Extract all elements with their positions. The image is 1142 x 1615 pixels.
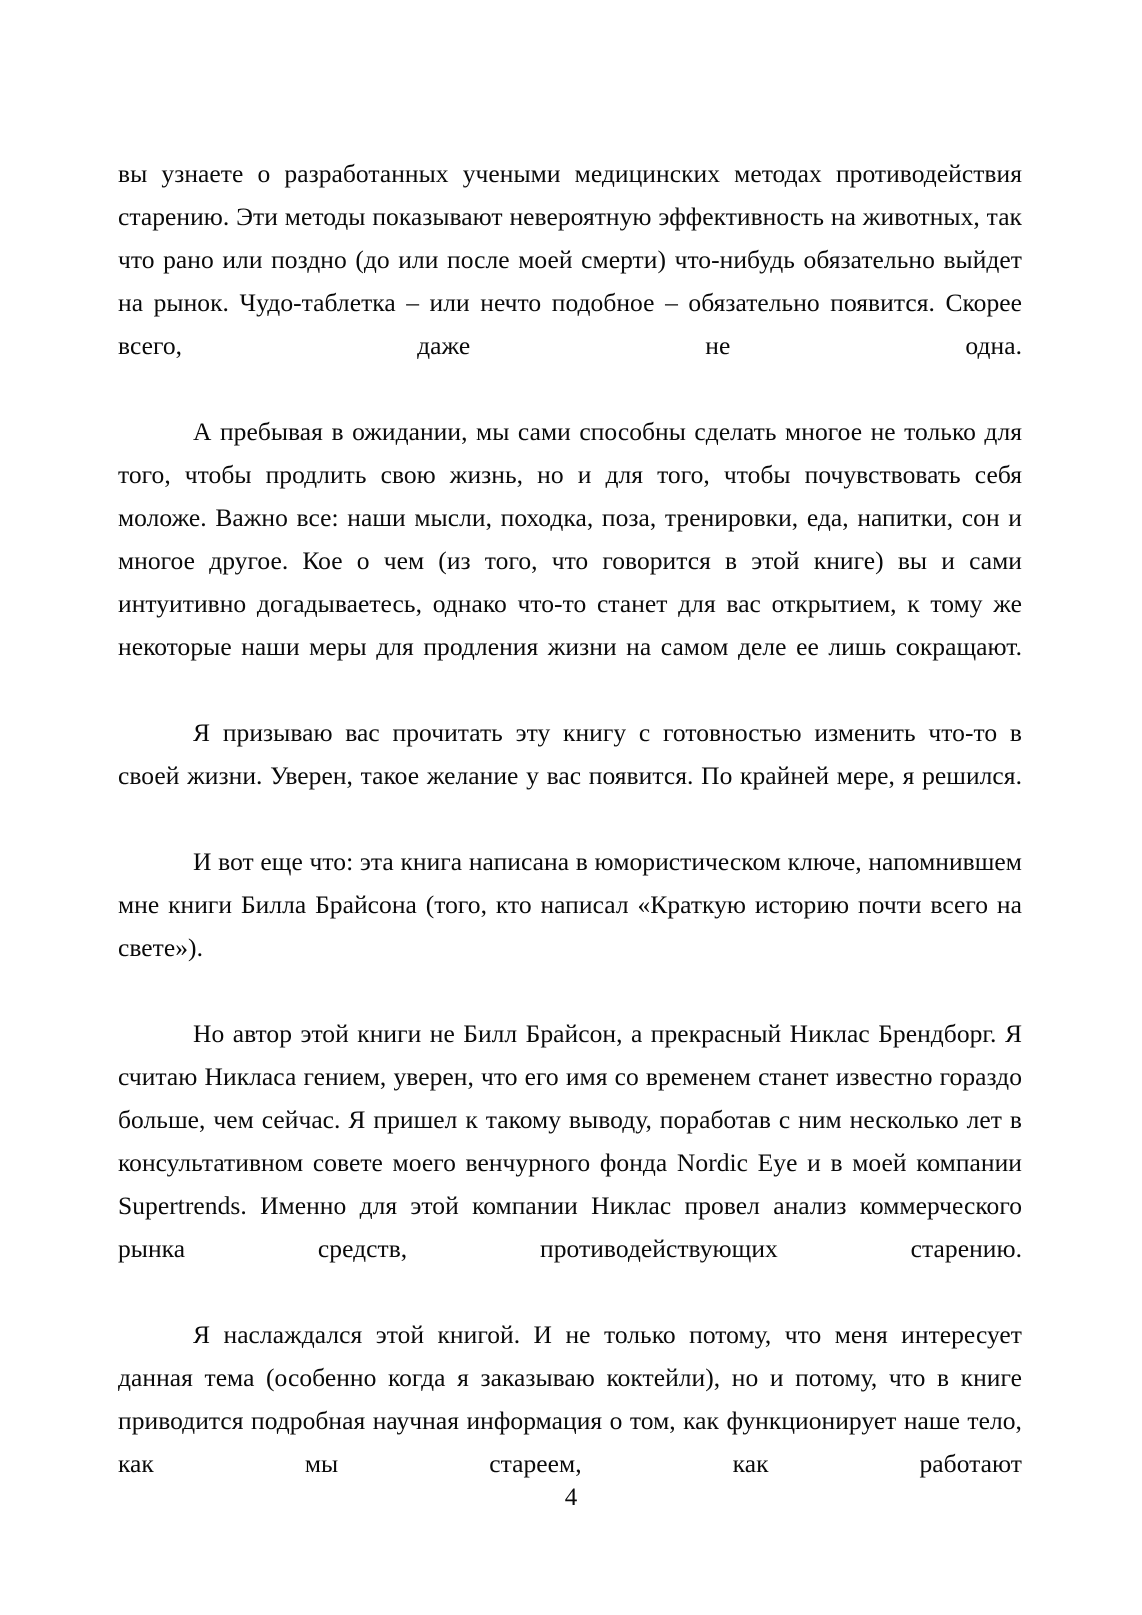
- paragraph-1: вы узнаете о разработанных учеными медицинских методах противодействия старению. Эти методы показывают невероятную эффективность на животных, так что рано или поздно (до или после моей смерти) что-нибудь обязательно выйдет на рынок. Чудо-таблетка – или нечто подобное – обязательно появится. Скорее всего, даже не одна.: [118, 159, 1022, 360]
- page-number: 4: [564, 1484, 578, 1511]
- paragraph-5: Но автор этой книги не Билл Брайсон, а прекрасный Никлас Брендборг. Я считаю Никласа гением, уверен, что его имя со временем станет известно гораздо больше, чем сейчас. Я пришел к такому выводу, поработав с ним несколько лет в консультативном совете моего венчурного фонда Nordic Eye и в моей компании Supertrends. Именно для этой компании Никлас провел анализ коммерческого рынка средств, противодействующих старению.: [118, 1019, 1022, 1263]
- paragraph-2: А пребывая в ожидании, мы сами способны сделать многое не только для того, чтобы продлить свою жизнь, но и для того, чтобы почувствовать себя моложе. Важно все: наши мысли, походка, поза, тренировки, еда, напитки, сон и многое другое. Кое о чем (из того, что говорится в этой книге) вы и сами интуитивно догадываетесь, однако что-то станет для вас открытием, к тому же некоторые наши меры для продления жизни на самом деле ее лишь сокращают.: [118, 417, 1022, 661]
- page-text-body: [118, 152, 1022, 1528]
- paragraph-3: Я призываю вас прочитать эту книгу с готовностью изменить что-то в своей жизни. Уверен, такое желание у вас появится. По крайней мере, я решился.: [118, 718, 1022, 790]
- paragraph-4: И вот еще что: эта книга написана в юмористическом ключе, напомнившем мне книги Билла Брайсона (того, кто написал «Краткую историю почти всего на свете»).: [118, 847, 1022, 962]
- paragraph-6: Я наслаждался этой книгой. И не только потому, что меня интересует данная тема (особенно когда я заказываю коктейли), но и потому, что в книге приводится подробная научная информация о том, как функционирует наше тело, как мы стареем, как работают: [118, 1320, 1022, 1478]
